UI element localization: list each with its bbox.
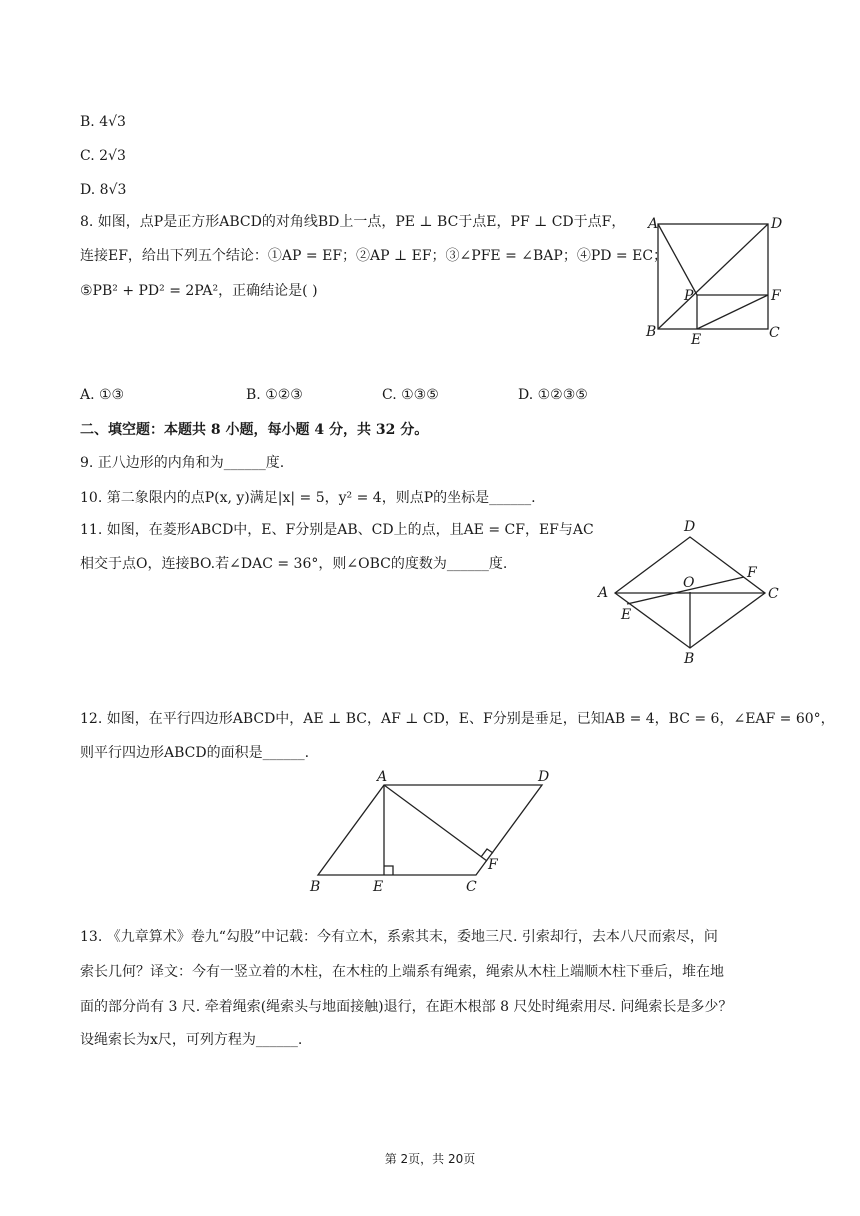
option-q7-d: D. 8√3 — [80, 182, 127, 198]
fig11-label-e: E — [621, 607, 632, 623]
page-footer: 第 2页，共 20页 — [384, 1152, 476, 1166]
q8-line2: 连接EF，给出下列五个结论：①AP = EF；②AP ⊥ EF；③∠PFE = ∠BAP；④PD = EC； — [80, 248, 668, 264]
q11-line1: 11. 如图，在菱形ABCD中，E、F分别是AB、CD上的点，且AE = CF，EF与AC — [80, 522, 594, 538]
q12-line1: 12. 如图，在平行四边形ABCD中，AE ⊥ BC，AF ⊥ CD，E、F分别是垂足，已知AB = 4，BC = 6，∠EAF = 60°， — [80, 711, 835, 727]
q8-option-b: B. ①②③ — [246, 387, 303, 403]
q8-option-d: D. ①②③⑤ — [518, 387, 588, 403]
q11-figure-rhombus — [590, 515, 790, 674]
fig11-label-d: D — [684, 519, 696, 535]
q8-line1: 8. 如图，点P是正方形ABCD的对角线BD上一点，PE ⊥ BC于点E，PF ⊥ CD于点F， — [80, 214, 626, 230]
fig8-label-c: C — [769, 325, 780, 341]
q9-text: 9. 正八边形的内角和为______度. — [80, 455, 285, 471]
option-q7-c: C. 2√3 — [80, 148, 126, 164]
q11-line2: 相交于点O，连接BO.若∠DAC = 36°，则∠OBC的度数为______度. — [80, 556, 508, 572]
fig8-label-p: P — [684, 288, 694, 304]
q13-line1: 13. 《九章算术》卷九“勾股”中记载：今有立木，系索其末，委地三尺. 引索却行，去本八尺而索尽，问 — [80, 929, 718, 945]
fig11-label-c: C — [768, 586, 779, 602]
q12-figure-parallelogram — [300, 765, 570, 899]
fig8-label-a: A — [648, 216, 659, 232]
fig11-label-f: F — [747, 565, 757, 581]
fig12-label-c: C — [466, 879, 477, 895]
fig12-label-e: E — [373, 879, 384, 895]
q10-text: 10. 第二象限内的点P(x, y)满足|x| = 5，y² = 4，则点P的坐标是______. — [80, 490, 536, 506]
fig12-label-b: B — [310, 879, 321, 895]
fig12-label-d: D — [538, 769, 550, 785]
option-q7-b: B. 4√3 — [80, 114, 126, 130]
fig8-label-e: E — [691, 332, 702, 348]
fig11-label-b: B — [684, 651, 695, 667]
fig11-label-o: O — [683, 575, 695, 591]
fig8-label-d: D — [771, 216, 783, 232]
fig8-label-b: B — [646, 324, 657, 340]
q13-line4: 设绳索长为x尺，可列方程为______. — [80, 1032, 303, 1048]
q13-line3: 面的部分尚有 3 尺. 牵着绳索(绳索头与地面接触)退行，在距木根部 8 尺处时绳索用尽. 问绳索长是多少？ — [80, 999, 733, 1015]
q12-line2: 则平行四边形ABCD的面积是______. — [80, 745, 310, 761]
q8-figure-square — [640, 210, 790, 354]
fig11-label-a: A — [598, 585, 609, 601]
fig12-label-f: F — [488, 857, 498, 873]
fig8-label-f: F — [771, 288, 781, 304]
q8-line3: ⑤PB² + PD² = 2PA²，正确结论是( ) — [80, 283, 318, 299]
q13-line2: 索长几何？译文：今有一竖立着的木柱，在木柱的上端系有绳索，绳索从木柱上端顺木柱下垂后，堆在地 — [80, 964, 724, 980]
q8-option-c: C. ①③⑤ — [382, 387, 439, 403]
section-heading: 二、填空题：本题共 8 小题，每小题 4 分，共 32 分。 — [80, 422, 429, 438]
q8-option-a: A. ①③ — [80, 387, 125, 403]
fig12-label-a: A — [377, 769, 388, 785]
